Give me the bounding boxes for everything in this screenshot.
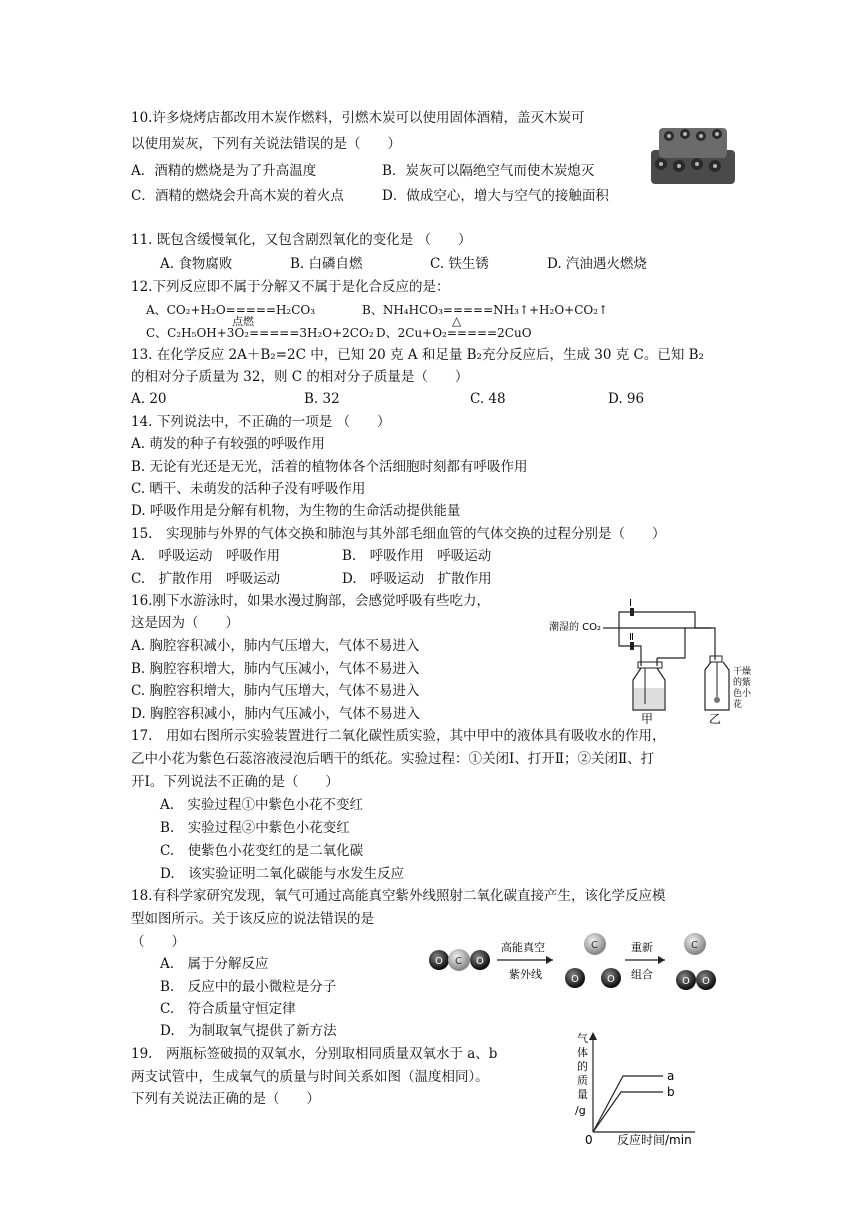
arrow2-top-label: 重新 bbox=[631, 941, 653, 954]
q19-stem-line1: 19. 两瓶标签破损的双氧水，分别取相同质量双氧水于 a、b bbox=[131, 1046, 498, 1062]
q16-option-d: D. 胸腔容积减小，肺内气压减小，气体不易进入 bbox=[131, 706, 420, 722]
q17-option-b: B. 实验过程②中紫色小花变红 bbox=[160, 820, 350, 836]
q18-stem-line3: （ ） bbox=[131, 934, 185, 950]
arrow1-top-label: 高能真空 bbox=[501, 941, 545, 954]
q13-stem-line1: 13. 在化学反应 2A＋B₂=2C 中，已知 20 克 A 和足量 B₂充分反应后，生成 30 克 C。已知 B₂ bbox=[131, 347, 704, 363]
q16-stem-line2: 这是因为（ ） bbox=[131, 615, 239, 631]
q11-option-d: D. 汽油遇火燃烧 bbox=[547, 256, 647, 272]
flower-label-1: 干燥 bbox=[733, 667, 752, 677]
q11-option-b: B. 白磷自燃 bbox=[290, 256, 363, 272]
q13-option-c: C. 48 bbox=[470, 391, 506, 407]
q17-stem-line3: 开Ⅰ。下列说法不正确的是（ ） bbox=[131, 774, 339, 790]
line-b-label: b bbox=[667, 1085, 675, 1099]
y-label-char-4: 质 bbox=[577, 1074, 588, 1087]
oxygen-mass-time-graph bbox=[565, 1028, 705, 1146]
q18-stem-line1: 18.有科学家研究发现，氧气可通过高能真空紫外线照射二氧化碳直接产生，该化学反应模 bbox=[131, 888, 666, 904]
q12-heat-condition: △ bbox=[452, 314, 462, 328]
q15-option-b: B. 呼吸作用 呼吸运动 bbox=[342, 548, 492, 564]
q10-option-b: B．炭灰可以隔绝空气而使木炭熄灭 bbox=[382, 163, 595, 179]
y-label-char-2: 体 bbox=[577, 1046, 588, 1059]
q13-option-a: A. 20 bbox=[131, 391, 167, 407]
atom-o-label-3: O bbox=[571, 974, 579, 985]
arrow1-bottom-label: 紫外线 bbox=[509, 968, 542, 981]
atom-o-label-2: O bbox=[476, 956, 484, 967]
valve-2-label: Ⅱ bbox=[629, 632, 634, 643]
line-a-label: a bbox=[667, 1069, 675, 1083]
q11-option-a: A. 食物腐败 bbox=[160, 256, 233, 272]
q12-option-d: D、2Cu+O₂=====2CuO bbox=[376, 326, 532, 340]
q17-option-d: D. 该实验证明二氧化碳能与水发生反应 bbox=[160, 866, 405, 882]
q10-option-d: D．做成空心，增大与空气的接触面积 bbox=[382, 188, 609, 204]
q14-option-b: B. 无论有光还是无光，活着的植物体各个活细胞时刻都有呼吸作用 bbox=[131, 459, 528, 475]
y-label-char-5: 量 bbox=[577, 1088, 588, 1101]
q10-stem-line1: 10.许多烧烤店都改用木炭作燃料，引燃木炭可以使用固体酒精，盖灭木炭可 bbox=[131, 110, 585, 126]
line-a bbox=[593, 1076, 663, 1132]
q13-stem-line2: 的相对分子质量为 32，则 C 的相对分子质量是（ ） bbox=[131, 369, 469, 385]
q15-stem: 15. 实现肺与外界的气体交换和肺泡与其外部毛细血管的气体交换的过程分别是（ ） bbox=[131, 526, 666, 542]
q18-option-b: B. 反应中的最小微粒是分子 bbox=[160, 979, 337, 995]
origin-label: 0 bbox=[585, 1133, 593, 1146]
q16-option-a: A. 胸腔容积减小，肺内气压增大，气体不易进入 bbox=[131, 638, 420, 654]
q10-option-c: C．酒精的燃烧会升高木炭的着火点 bbox=[131, 188, 344, 204]
y-label-char-6: /g bbox=[575, 1104, 586, 1117]
q11-stem: 11. 既包含缓慢氧化，又包含剧烈氧化的变化是 （ ） bbox=[131, 232, 472, 248]
q19-stem-line2: 两支试管中，生成氧气的质量与时间关系如图（温度相同）。 bbox=[131, 1069, 489, 1085]
valve-1-label: Ⅰ bbox=[629, 598, 632, 609]
q16-stem-line1: 16.刚下水游泳时，如果水漫过胸部，会感觉呼吸有些吃力， bbox=[131, 593, 490, 609]
q17-stem-line1: 17. 用如右图所示实验装置进行二氧化碳性质实验，其中甲中的液体具有吸收水的作用， bbox=[131, 728, 666, 744]
q12-ignite-condition: 点燃 bbox=[232, 315, 254, 328]
atom-c-label-2: C bbox=[591, 940, 598, 951]
q18-option-a: A. 属于分解反应 bbox=[160, 956, 269, 972]
q13-option-d: D. 96 bbox=[608, 391, 645, 407]
charcoal-briquettes-image bbox=[645, 120, 740, 190]
q18-option-d: D. 为制取氧气提供了新方法 bbox=[160, 1023, 337, 1039]
atom-c-label-1: C bbox=[455, 956, 462, 967]
flower-label-2: 的紫 bbox=[733, 678, 752, 688]
moist-co2-label: 潮湿的 CO₂ bbox=[549, 622, 602, 633]
q16-option-b: B. 胸腔容积增大，肺内气压减小，气体不易进入 bbox=[131, 661, 420, 677]
co2-experiment-apparatus bbox=[545, 596, 755, 724]
atom-c-label-3: C bbox=[691, 940, 698, 951]
q18-option-c: C. 符合质量守恒定律 bbox=[160, 1001, 296, 1017]
q10-option-a: A．酒精的燃烧是为了升高温度 bbox=[131, 163, 317, 179]
q17-option-c: C. 使紫色小花变红的是二氧化碳 bbox=[160, 843, 364, 859]
q14-stem: 14. 下列说法中，不正确的一项是 （ ） bbox=[131, 414, 391, 430]
flower-label-3: 色小 bbox=[733, 689, 752, 699]
q13-option-b: B. 32 bbox=[304, 391, 340, 407]
q12-option-a: A、CO₂+H₂O=====H₂CO₃ bbox=[146, 303, 316, 317]
q14-option-d: D. 呼吸作用是分解有机物，为生物的生命活动提供能量 bbox=[131, 503, 461, 519]
q15-option-d: D. 呼吸运动 扩散作用 bbox=[342, 571, 492, 587]
flower-label-4: 花 bbox=[733, 700, 743, 710]
q16-option-c: C. 胸腔容积增大，肺内气压增大，气体不易进入 bbox=[131, 683, 420, 699]
q17-option-a: A. 实验过程①中紫色小花不变红 bbox=[160, 797, 364, 813]
q12-option-b: B、NH₄HCO₃=====NH₃↑+H₂O+CO₂↑ bbox=[362, 303, 609, 317]
q12-option-c: C、C₂H₅OH+3O₂=====3H₂O+2CO₂ bbox=[146, 326, 374, 340]
q11-option-c: C. 铁生锈 bbox=[430, 256, 489, 272]
q12-stem: 12.下列反应即不属于分解又不属于是化合反应的是： bbox=[131, 279, 450, 295]
q19-stem-line3: 下列有关说法正确的是（ ） bbox=[131, 1091, 320, 1107]
x-axis-label: 反应时间/min bbox=[617, 1133, 692, 1146]
q14-option-a: A. 萌发的种子有较强的呼吸作用 bbox=[131, 436, 325, 452]
q10-stem-line2: 以使用炭灰，下列有关说法错误的是（ ） bbox=[131, 136, 401, 152]
atom-o-label-5: O bbox=[682, 976, 690, 987]
flask-yi-label: 乙 bbox=[709, 712, 722, 724]
q14-option-c: C. 晒干、未萌发的活种子没有呼吸作用 bbox=[131, 481, 366, 497]
atom-o-label-1: O bbox=[435, 956, 443, 967]
q15-option-a: A. 呼吸运动 呼吸作用 bbox=[131, 548, 281, 564]
q18-stem-line2: 型如图所示。关于该反应的说法错误的是 bbox=[131, 911, 374, 927]
reaction-model-diagram bbox=[425, 928, 730, 1002]
y-label-char-1: 气 bbox=[577, 1032, 588, 1045]
atom-o-label-4: O bbox=[607, 974, 615, 985]
atom-o-label-6: O bbox=[702, 976, 710, 987]
q17-stem-line2: 乙中小花为紫色石蕊溶液浸泡后晒干的纸花。实验过程：①关闭Ⅰ、打开Ⅱ；②关闭Ⅱ、打 bbox=[131, 751, 655, 767]
q15-option-c: C. 扩散作用 呼吸运动 bbox=[131, 571, 281, 587]
arrow2-bottom-label: 组合 bbox=[631, 968, 653, 981]
y-label-char-3: 的 bbox=[577, 1060, 588, 1073]
flask-jia-label: 甲 bbox=[641, 712, 654, 724]
